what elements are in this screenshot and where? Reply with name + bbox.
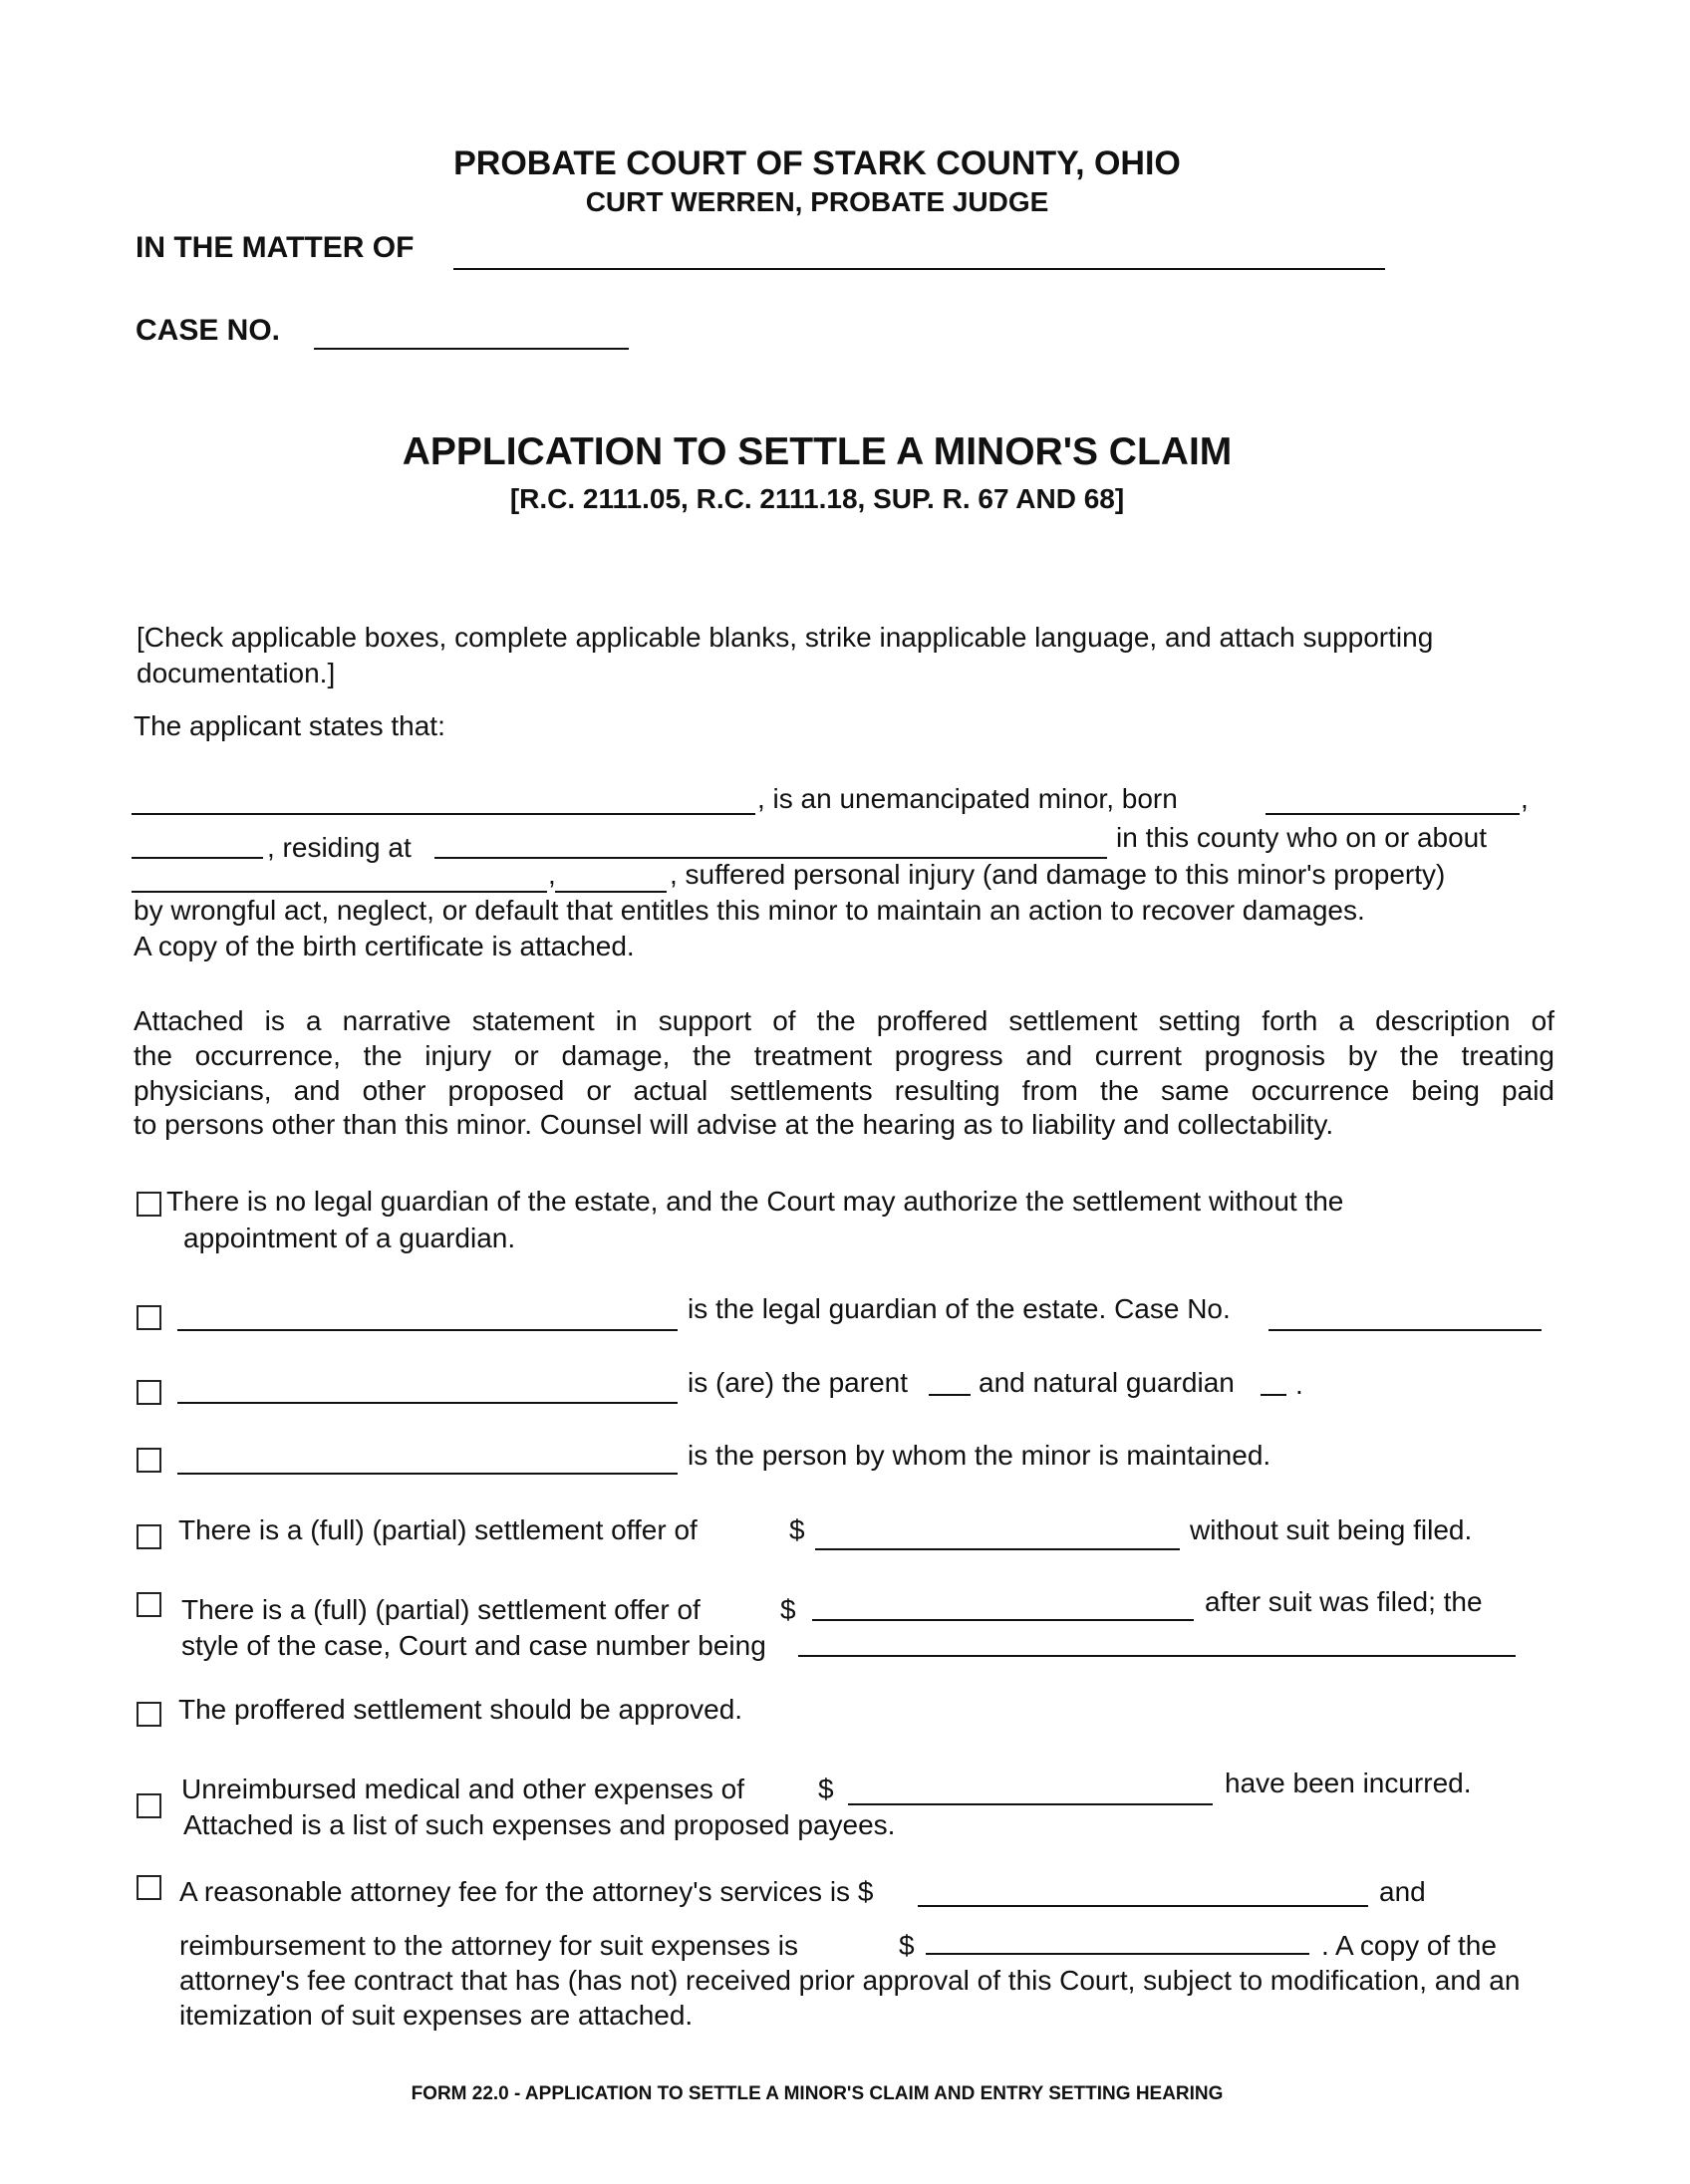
injury-date-field[interactable] <box>132 891 547 893</box>
comma-1: , <box>1521 783 1529 814</box>
offer-suit-amount-field[interactable] <box>812 1619 1194 1621</box>
approve-text: The proffered settlement should be approved. <box>178 1694 743 1725</box>
parent-checkbox[interactable] <box>137 1380 161 1405</box>
minor-unemancipated-text: , is an unemancipated minor, born <box>757 783 1178 814</box>
narrative-line-3: physicians, and other proposed or actual settlements resulting from the same occurrence being paid <box>134 1075 1554 1106</box>
attorney-contract-text: attorney's fee contract that has (has not) received prior approval of this Court, subject to modification, and an <box>179 1965 1521 1996</box>
wrongful-act-text: by wrongful act, neglect, or default that entitles this minor to maintain an action to recover damages. <box>134 895 1365 926</box>
attorney-fee-text: A reasonable attorney fee for the attorney's services is $ <box>179 1876 874 1907</box>
intro-text: The applicant states that: <box>134 710 445 741</box>
dollar-sign-3: $ <box>818 1774 834 1804</box>
attorney-fee-checkbox[interactable] <box>137 1875 161 1900</box>
reimbursement-text: reimbursement to the attorney for suit expenses is <box>179 1930 798 1961</box>
narrative-line-4: to persons other than this minor. Counsel will advise at the hearing as to liability and collectability. <box>134 1109 1334 1140</box>
maintainer-text: is the person by whom the minor is maintained. <box>688 1440 1271 1471</box>
offer-no-suit-end: without suit being filed. <box>1190 1514 1473 1545</box>
no-guardian-text: There is no legal guardian of the estate, and the Court may authorize the settlement without the <box>166 1186 1344 1217</box>
medical-text: Unreimbursed medical and other expenses of <box>181 1774 744 1804</box>
no-guardian-text-2: appointment of a guardian. <box>183 1223 516 1253</box>
no-guardian-checkbox[interactable] <box>137 1192 161 1217</box>
parent-name-field[interactable] <box>177 1402 678 1404</box>
medical-amount-field[interactable] <box>848 1803 1213 1805</box>
birth-date-field[interactable] <box>1266 813 1520 815</box>
page-title: APPLICATION TO SETTLE A MINOR'S CLAIM <box>402 430 1233 473</box>
attorney-itemization-text: itemization of suit expenses are attached. <box>179 2000 694 2031</box>
dollar-sign-1: $ <box>789 1514 805 1545</box>
birth-year-field[interactable] <box>132 857 263 859</box>
parent-text: is (are) the parent <box>688 1367 908 1398</box>
natural-guardian-suffix-field[interactable] <box>1261 1394 1286 1396</box>
suffered-text: , suffered personal injury (and damage to this minor's property) <box>670 859 1446 890</box>
case-label: CASE NO. <box>136 314 281 347</box>
form-footer: FORM 22.0 - APPLICATION TO SETTLE A MINOR'S CLAIM AND ENTRY SETTING HEARING <box>411 2083 1224 2104</box>
instructions-line-2: documentation.] <box>137 658 336 688</box>
reimbursement-end: . A copy of the <box>1321 1930 1497 1961</box>
legal-guardian-name-field[interactable] <box>177 1329 678 1331</box>
offer-no-suit-amount-field[interactable] <box>815 1548 1180 1550</box>
legal-guardian-checkbox[interactable] <box>137 1305 161 1330</box>
attorney-fee-amount-field[interactable] <box>918 1905 1368 1907</box>
injury-year-field[interactable] <box>555 891 667 893</box>
matter-name-field[interactable] <box>453 268 1385 270</box>
guardian-case-number-field[interactable] <box>1268 1329 1542 1331</box>
residing-text: , residing at <box>267 832 412 863</box>
minor-name-field[interactable] <box>132 813 755 815</box>
dollar-sign-4: $ <box>899 1930 915 1961</box>
offer-suit-text-2: style of the case, Court and case number being <box>181 1630 766 1661</box>
natural-guardian-text: and natural guardian <box>979 1367 1235 1398</box>
medical-end: have been incurred. <box>1225 1768 1472 1798</box>
suit-expenses-amount-field[interactable] <box>926 1953 1309 1955</box>
offer-no-suit-text: There is a (full) (partial) settlement offer of <box>178 1514 698 1545</box>
parent-suffix-field[interactable] <box>929 1394 971 1396</box>
legal-guardian-text: is the legal guardian of the estate. Case No. <box>688 1293 1231 1324</box>
case-number-field[interactable] <box>314 348 629 350</box>
parent-period: . <box>1295 1369 1303 1400</box>
attorney-and-text: and <box>1379 1876 1426 1907</box>
offer-suit-text: There is a (full) (partial) settlement offer of <box>181 1594 701 1625</box>
narrative-line-2: the occurrence, the injury or damage, the treatment progress and current prognosis by the treating <box>134 1040 1554 1071</box>
judge-name: CURT WERREN, PROBATE JUDGE <box>585 186 1049 217</box>
comma-2: , <box>548 859 556 890</box>
court-name: PROBATE COURT OF STARK COUNTY, OHIO <box>453 144 1181 182</box>
offer-suit-end: after suit was filed; the <box>1205 1586 1483 1617</box>
dollar-sign-2: $ <box>780 1594 796 1625</box>
case-style-field[interactable] <box>798 1655 1516 1657</box>
maintainer-checkbox[interactable] <box>137 1448 161 1473</box>
matter-label: IN THE MATTER OF <box>136 231 415 264</box>
medical-checkbox[interactable] <box>137 1793 161 1818</box>
narrative-line-1: Attached is a narrative statement in support of the proffered settlement setting forth a description of <box>134 1005 1554 1036</box>
instructions-line-1: [Check applicable boxes, complete applicable blanks, strike inapplicable language, and attach supporting <box>137 622 1434 653</box>
medical-text-2: Attached is a list of such expenses and proposed payees. <box>183 1809 896 1840</box>
statute-citation: [R.C. 2111.05, R.C. 2111.18, SUP. R. 67 AND 68] <box>509 483 1125 514</box>
offer-no-suit-checkbox[interactable] <box>137 1524 161 1549</box>
county-text: in this county who on or about <box>1116 822 1488 853</box>
offer-suit-checkbox[interactable] <box>137 1592 161 1617</box>
maintainer-name-field[interactable] <box>177 1473 678 1475</box>
birth-certificate-text: A copy of the birth certificate is attached. <box>134 931 635 961</box>
approve-checkbox[interactable] <box>137 1702 161 1727</box>
